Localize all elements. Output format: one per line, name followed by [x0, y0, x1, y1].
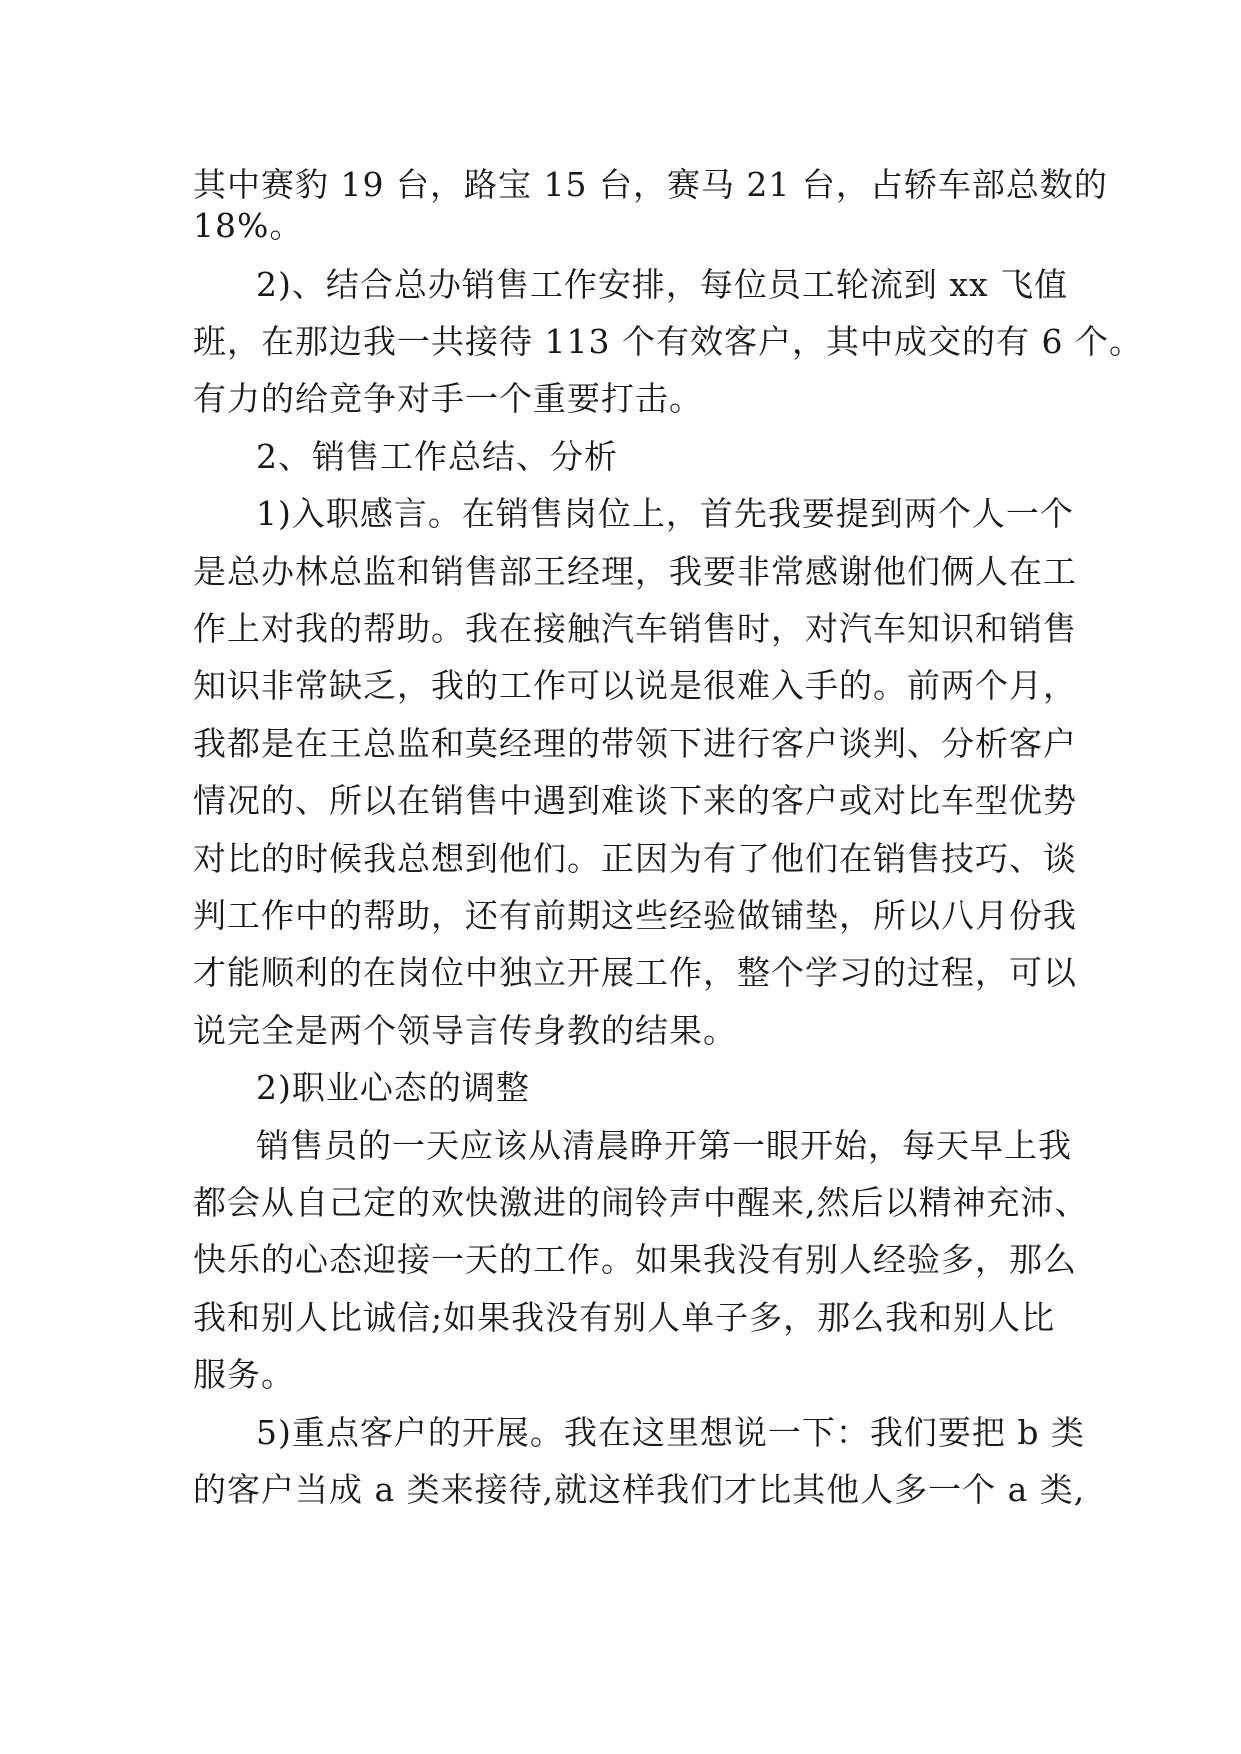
section-heading: 2、销售工作总结、分析	[256, 437, 618, 476]
text-line: 情况的、所以在销售中遇到难谈下来的客户或对比车型优势	[193, 781, 1077, 820]
text-line: 我都是在王总监和莫经理的带领下进行客户谈判、分析客户	[193, 724, 1077, 763]
text-line: 才能顺利的在岗位中独立开展工作，整个学习的过程，可以	[193, 953, 1077, 992]
text-line: 我和别人比诚信;如果我没有别人单子多，那么我和别人比	[193, 1298, 1056, 1337]
section-heading: 2)职业心态的调整	[256, 1068, 530, 1107]
text-line: 快乐的心态迎接一天的工作。如果我没有别人经验多，那么	[193, 1240, 1077, 1279]
text-line: 都会从自己定的欢快激进的闹铃声中醒来,然后以精神充沛、	[193, 1183, 1089, 1222]
text-line: 作上对我的帮助。我在接触汽车销售时，对汽车知识和销售	[193, 609, 1077, 648]
text-line: 是总办林总监和销售部王经理，我要非常感谢他们俩人在工	[193, 552, 1077, 591]
text-line: 服务。	[193, 1355, 295, 1394]
text-line: 有力的给竞争对手一个重要打击。	[193, 379, 703, 418]
text-line: 判工作中的帮助，还有前期这些经验做铺垫，所以八月份我	[193, 896, 1077, 935]
text-line: 班，在那边我一共接待 113 个有效客户，其中成交的有 6 个。	[193, 322, 1143, 361]
text-line: 2)、结合总办销售工作安排，每位员工轮流到 xx 飞值	[256, 265, 1069, 304]
text-line: 说完全是两个领导言传身教的结果。	[193, 1011, 737, 1050]
text-line: 的客户当成 a 类来接待,就这样我们才比其他人多一个 a 类,	[193, 1470, 1086, 1509]
text-line: 1)入职感言。在销售岗位上，首先我要提到两个人一个	[256, 494, 1074, 533]
text-line: 18%。	[193, 206, 304, 245]
text-line: 5)重点客户的开展。我在这里想说一下：我们要把 b 类	[256, 1413, 1085, 1452]
text-line: 对比的时候我总想到他们。正因为有了他们在销售技巧、谈	[193, 839, 1077, 878]
text-line: 销售员的一天应该从清晨睁开第一眼开始，每天早上我	[256, 1126, 1072, 1165]
text-line: 其中赛豹 19 台，路宝 15 台，赛马 21 台，占轿车部总数的	[193, 165, 1108, 204]
text-line: 知识非常缺乏，我的工作可以说是很难入手的。前两个月，	[193, 666, 1077, 705]
